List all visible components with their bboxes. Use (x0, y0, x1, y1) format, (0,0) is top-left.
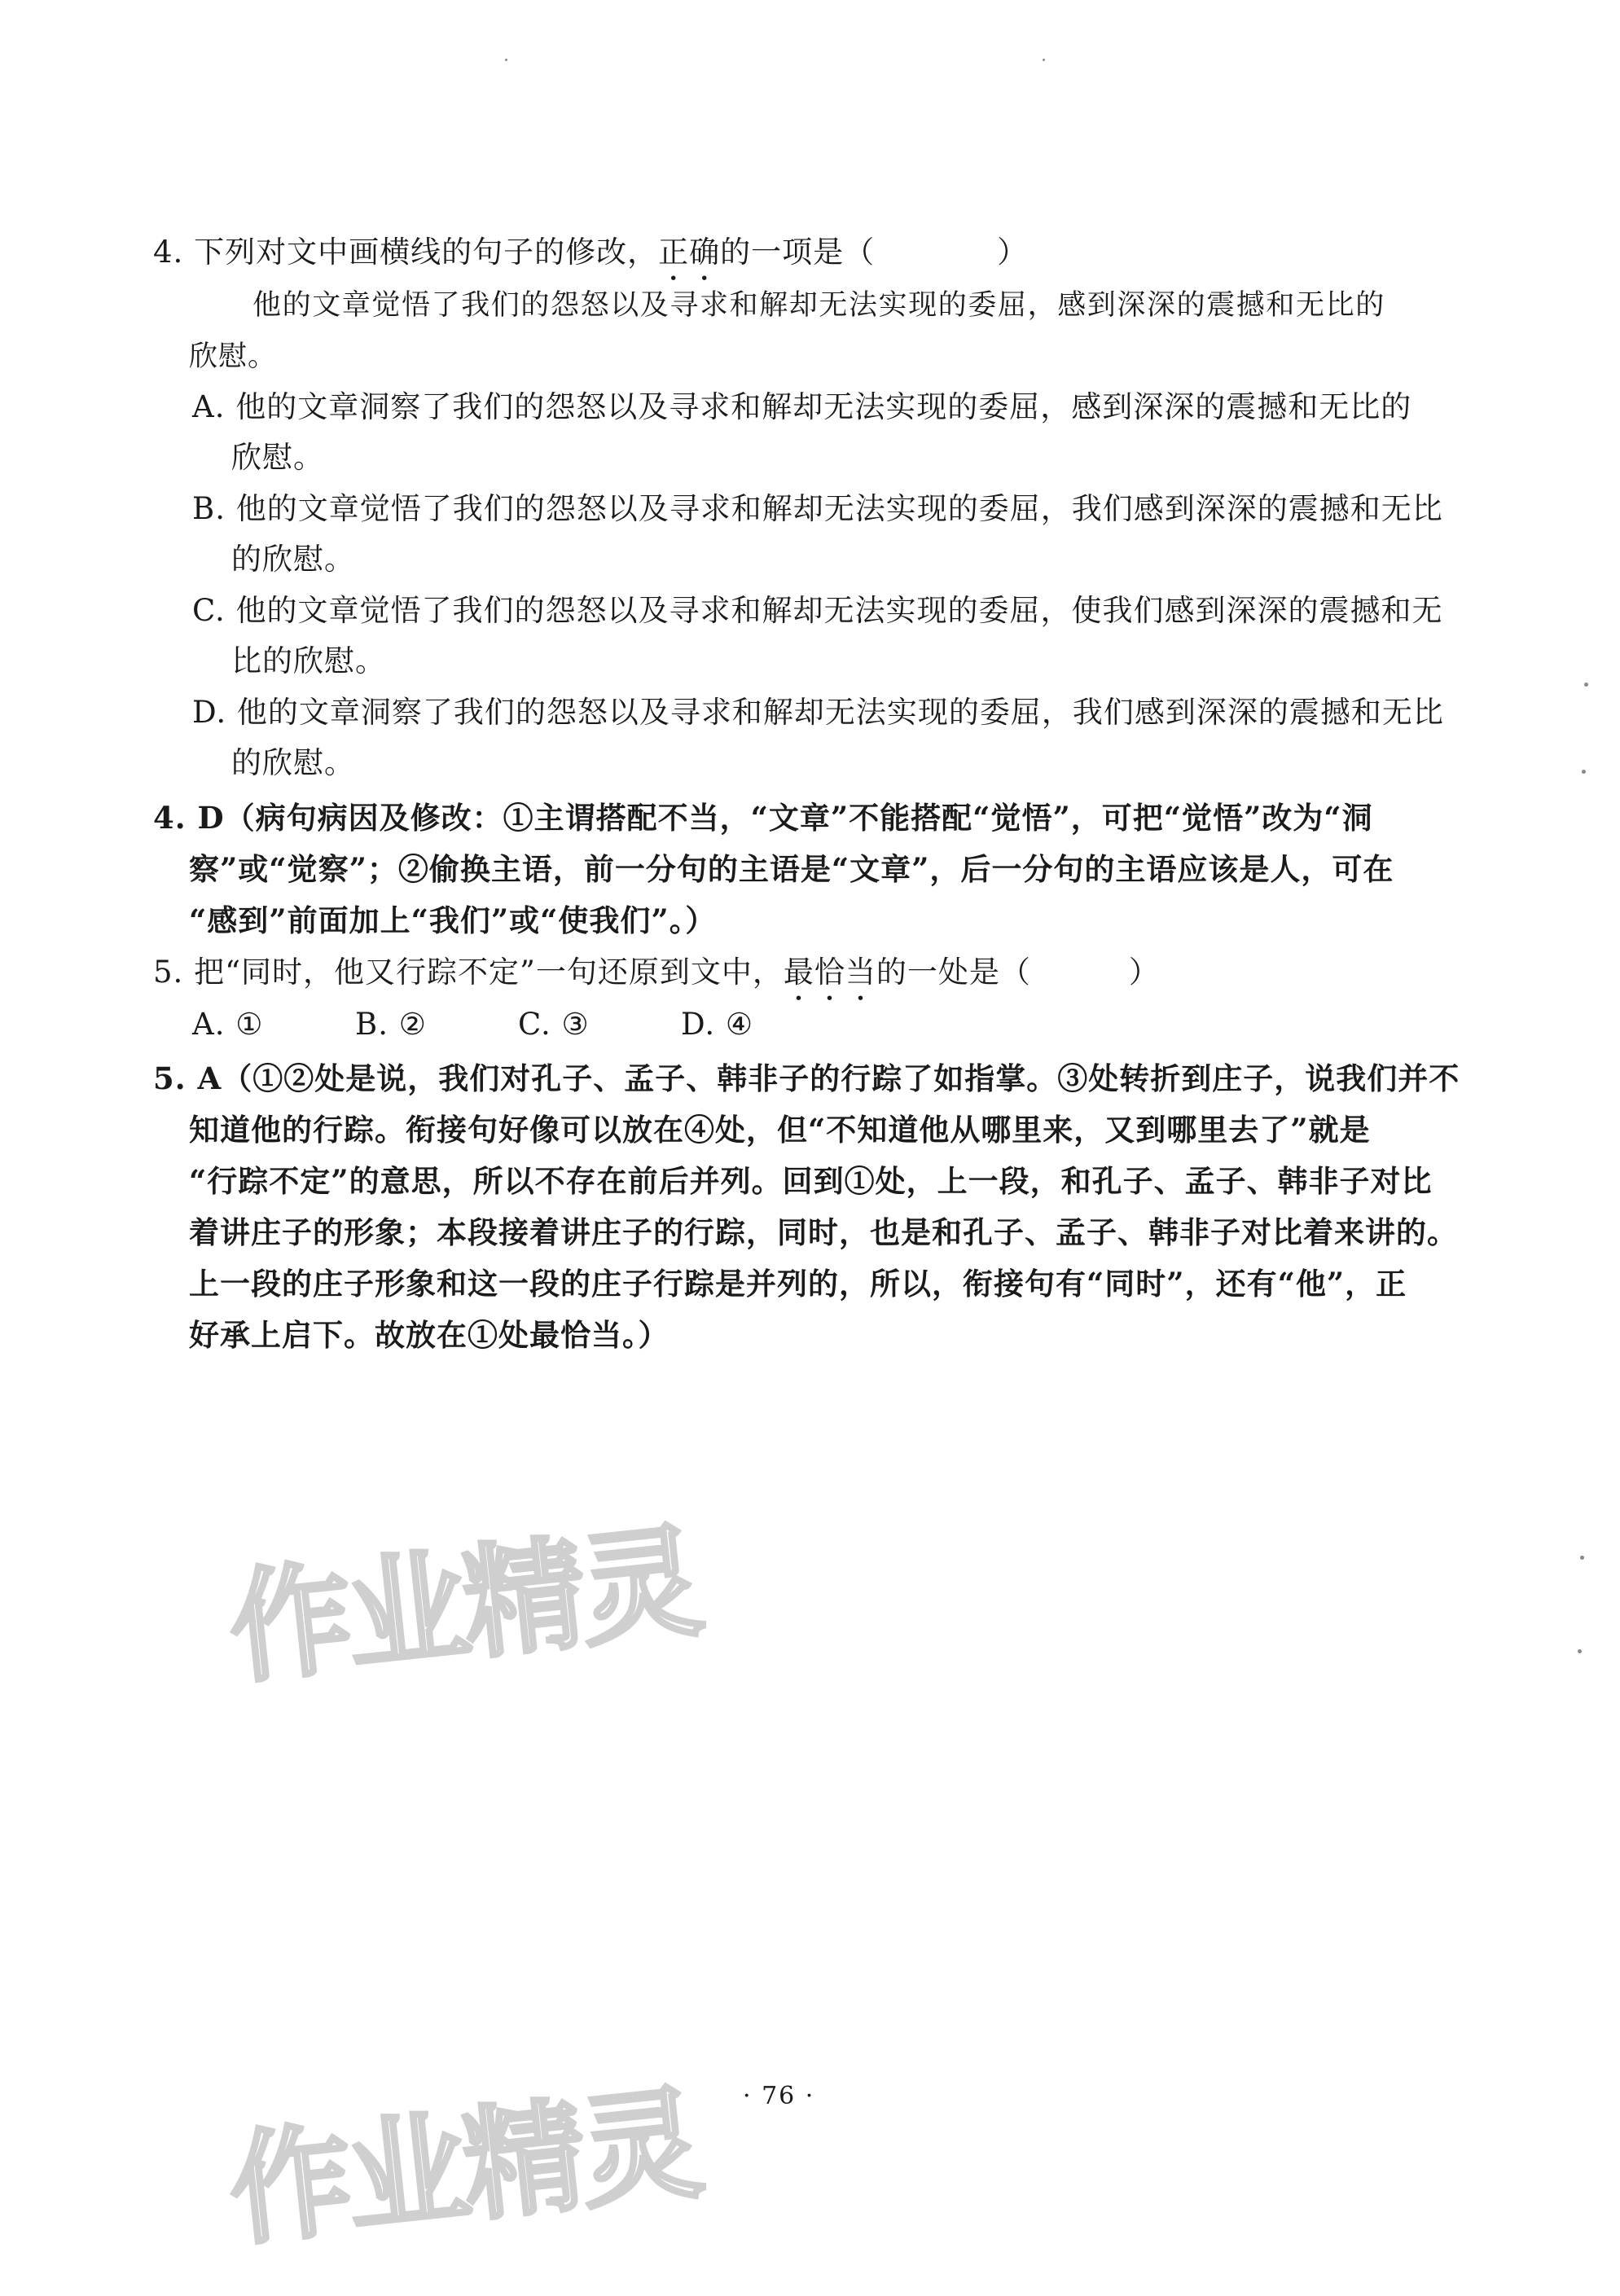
question-text: 把“同时，他又行踪不定”一句还原到文中， (194, 955, 784, 990)
answer-4-line3: “感到”前面加上“我们”或“使我们”。） (189, 902, 717, 938)
option-label: D. (192, 695, 227, 730)
scan-speck (1043, 59, 1045, 61)
question-4-stem (153, 231, 1028, 288)
option-d-line2: 的欣慰。 (231, 745, 355, 780)
quoted-sentence-line1: 他的文章觉悟了我们的怨怒以及寻求和解却无法实现的委屈，感到深深的震撼和无比的 (252, 289, 1385, 322)
answer-5-line3: “行踪不定”的意思，所以不存在前后并列。回到①处，上一段，和孔子、孟子、韩非子对比 (189, 1163, 1433, 1199)
question-number: 4. (153, 235, 184, 270)
question-text: 下列对文中画横线的句子的修改， (194, 235, 659, 270)
option-value: ④ (725, 1007, 754, 1042)
answer-5-line5: 上一段的庄子形象和这一段的庄子行踪是并列的，所以，衔接句有“同时”，还有“他”，正 (189, 1266, 1407, 1302)
option-d-line1 (192, 691, 1444, 734)
emphasized-text: 最恰当 (783, 955, 876, 990)
option-label: C. (192, 593, 226, 628)
answer-5-line1: 5. A（①②处是说，我们对孔子、孟子、韩非子的行踪了如指掌。③处转折到庄子，说我们并不 (153, 1060, 1460, 1096)
watermark-logo: 作业精灵 (222, 2073, 705, 2263)
option-text: 他的文章洞察了我们的怨怒以及寻求和解却无法实现的委屈，感到深深的震撼和无比的 (235, 389, 1412, 424)
option-label: B. (192, 491, 226, 526)
answer-4-line1: 4. D（病句病因及修改：①主谓搭配不当，“文章”不能搭配“觉悟”，可把“觉悟”改为“洞 (153, 800, 1373, 836)
question-5-options (192, 1003, 844, 1046)
option-text: 他的文章洞察了我们的怨怒以及寻求和解却无法实现的委屈，我们感到深深的震撼和无比 (236, 695, 1444, 730)
quoted-sentence-line2: 欣慰。 (189, 340, 278, 373)
answer-5-line2: 知道他的行踪。衔接句好像可以放在④处，但“不知道他从哪里来，又到哪里去了”就是 (189, 1112, 1371, 1148)
answer-5-line4: 着讲庄子的形象；本段接着讲庄子的行踪，同时，也是和孔子、孟子、韩非子对比着来讲的。 (189, 1214, 1458, 1250)
option-label: C. (518, 1007, 551, 1042)
option-b-line2: 的欣慰。 (231, 542, 355, 577)
option-a (192, 1003, 355, 1046)
page-number: · 76 · (743, 2082, 815, 2110)
option-label: B. (355, 1007, 389, 1042)
scan-speck (1580, 1556, 1584, 1560)
option-d (681, 1003, 844, 1046)
option-b (355, 1003, 518, 1046)
scan-speck (505, 59, 507, 61)
question-5-stem (153, 951, 1160, 1008)
option-label: A. (192, 1007, 226, 1042)
option-text: 他的文章觉悟了我们的怨怒以及寻求和解却无法实现的委屈，我们感到深深的震撼和无比 (235, 491, 1443, 526)
question-text-end: 的一处是（ (876, 955, 1031, 990)
emphasized-text: 正确 (658, 235, 721, 270)
scan-speck (1582, 770, 1586, 774)
option-a-line2: 欣慰。 (231, 440, 324, 475)
option-c-line2: 比的欣慰。 (231, 643, 386, 678)
option-c (518, 1003, 681, 1046)
scan-speck (1578, 1649, 1582, 1653)
watermark-logo: 作业精灵 (222, 1511, 705, 1701)
answer-5-line6: 好承上启下。故放在①处最恰当。） (189, 1317, 670, 1353)
answer-4-line2: 察”或“觉察”；②偷换主语，前一分句的主语是“文章”，后一分句的主语应该是人，可在 (189, 851, 1394, 887)
close-paren: ） (997, 235, 1029, 270)
option-value: ① (235, 1007, 264, 1042)
option-b-line1 (192, 488, 1443, 530)
option-label: A. (192, 389, 226, 424)
close-paren: ） (1128, 955, 1160, 990)
option-value: ② (398, 1007, 427, 1042)
question-text-end: 的一项是（ (720, 235, 876, 270)
scan-speck (1584, 683, 1588, 687)
option-c-line1 (192, 590, 1443, 632)
option-value: ③ (561, 1007, 590, 1042)
option-label: D. (681, 1007, 716, 1042)
option-a-line1 (192, 386, 1411, 428)
question-number: 5. (153, 955, 184, 990)
option-text: 他的文章觉悟了我们的怨怒以及寻求和解却无法实现的委屈，使我们感到深深的震撼和无 (235, 593, 1443, 628)
